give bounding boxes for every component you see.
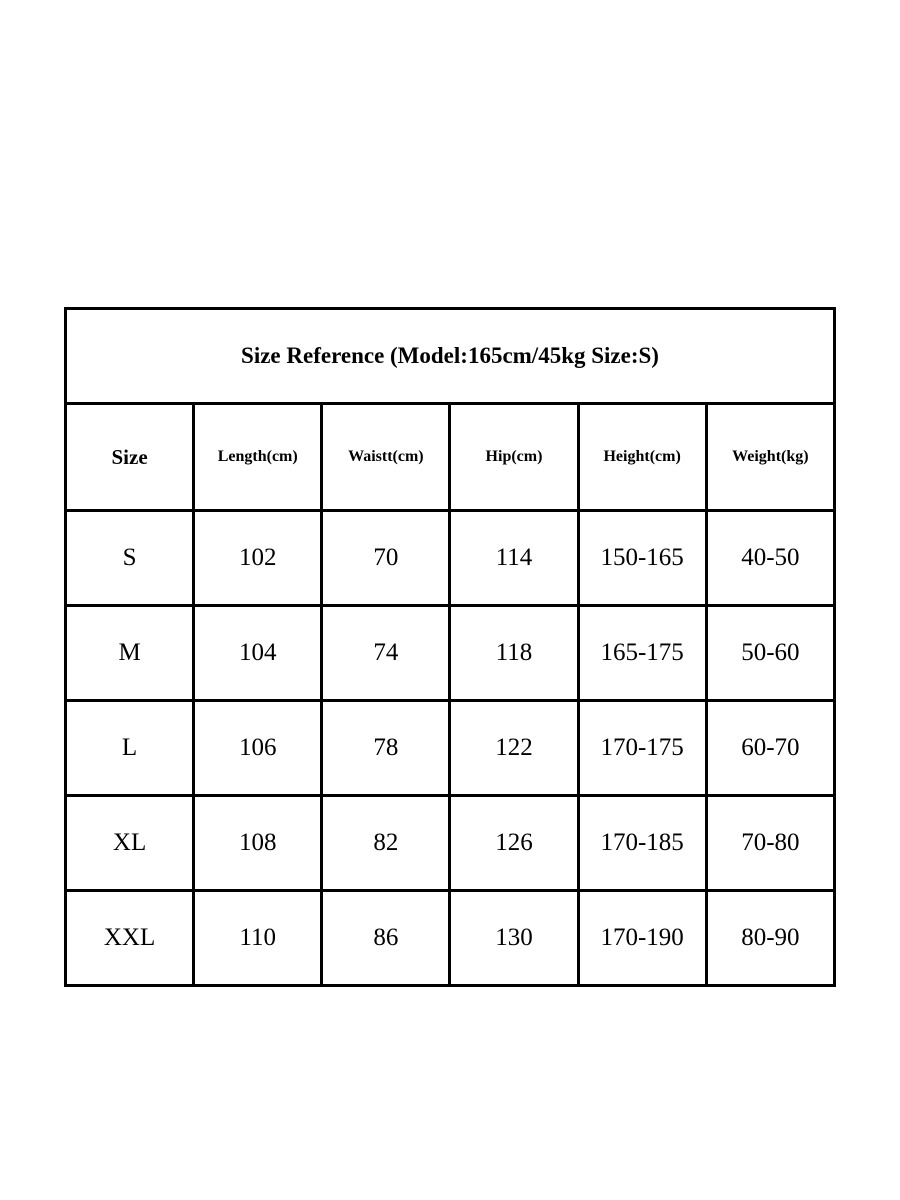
table-title: Size Reference (Model:165cm/45kg Size:S) xyxy=(66,309,835,404)
hip-cell: 114 xyxy=(450,511,578,606)
waist-cell: 86 xyxy=(322,891,450,986)
length-cell: 110 xyxy=(194,891,322,986)
waist-cell: 82 xyxy=(322,796,450,891)
size-cell: XL xyxy=(66,796,194,891)
table-row xyxy=(66,891,835,986)
title-row xyxy=(66,309,835,404)
size-cell: M xyxy=(66,606,194,701)
column-header-length: Length(cm) xyxy=(194,404,322,511)
weight-cell: 70-80 xyxy=(706,796,834,891)
length-cell: 108 xyxy=(194,796,322,891)
hip-cell: 130 xyxy=(450,891,578,986)
hip-cell: 122 xyxy=(450,701,578,796)
weight-cell: 50-60 xyxy=(706,606,834,701)
column-header-size: Size xyxy=(66,404,194,511)
length-cell: 104 xyxy=(194,606,322,701)
table-row xyxy=(66,606,835,701)
size-cell: S xyxy=(66,511,194,606)
column-header-hip: Hip(cm) xyxy=(450,404,578,511)
table-row xyxy=(66,701,835,796)
length-cell: 102 xyxy=(194,511,322,606)
hip-cell: 118 xyxy=(450,606,578,701)
table-row xyxy=(66,796,835,891)
table-row xyxy=(66,511,835,606)
height-cell: 150-165 xyxy=(578,511,706,606)
waist-cell: 78 xyxy=(322,701,450,796)
column-header-height: Height(cm) xyxy=(578,404,706,511)
weight-cell: 40-50 xyxy=(706,511,834,606)
height-cell: 170-175 xyxy=(578,701,706,796)
waist-cell: 70 xyxy=(322,511,450,606)
header-row xyxy=(66,404,835,511)
weight-cell: 80-90 xyxy=(706,891,834,986)
waist-cell: 74 xyxy=(322,606,450,701)
height-cell: 165-175 xyxy=(578,606,706,701)
size-cell: L xyxy=(66,701,194,796)
hip-cell: 126 xyxy=(450,796,578,891)
height-cell: 170-185 xyxy=(578,796,706,891)
weight-cell: 60-70 xyxy=(706,701,834,796)
column-header-waist: Waistt(cm) xyxy=(322,404,450,511)
column-header-weight: Weight(kg) xyxy=(706,404,834,511)
size-cell: XXL xyxy=(66,891,194,986)
size-reference-table xyxy=(64,307,836,987)
length-cell: 106 xyxy=(194,701,322,796)
height-cell: 170-190 xyxy=(578,891,706,986)
